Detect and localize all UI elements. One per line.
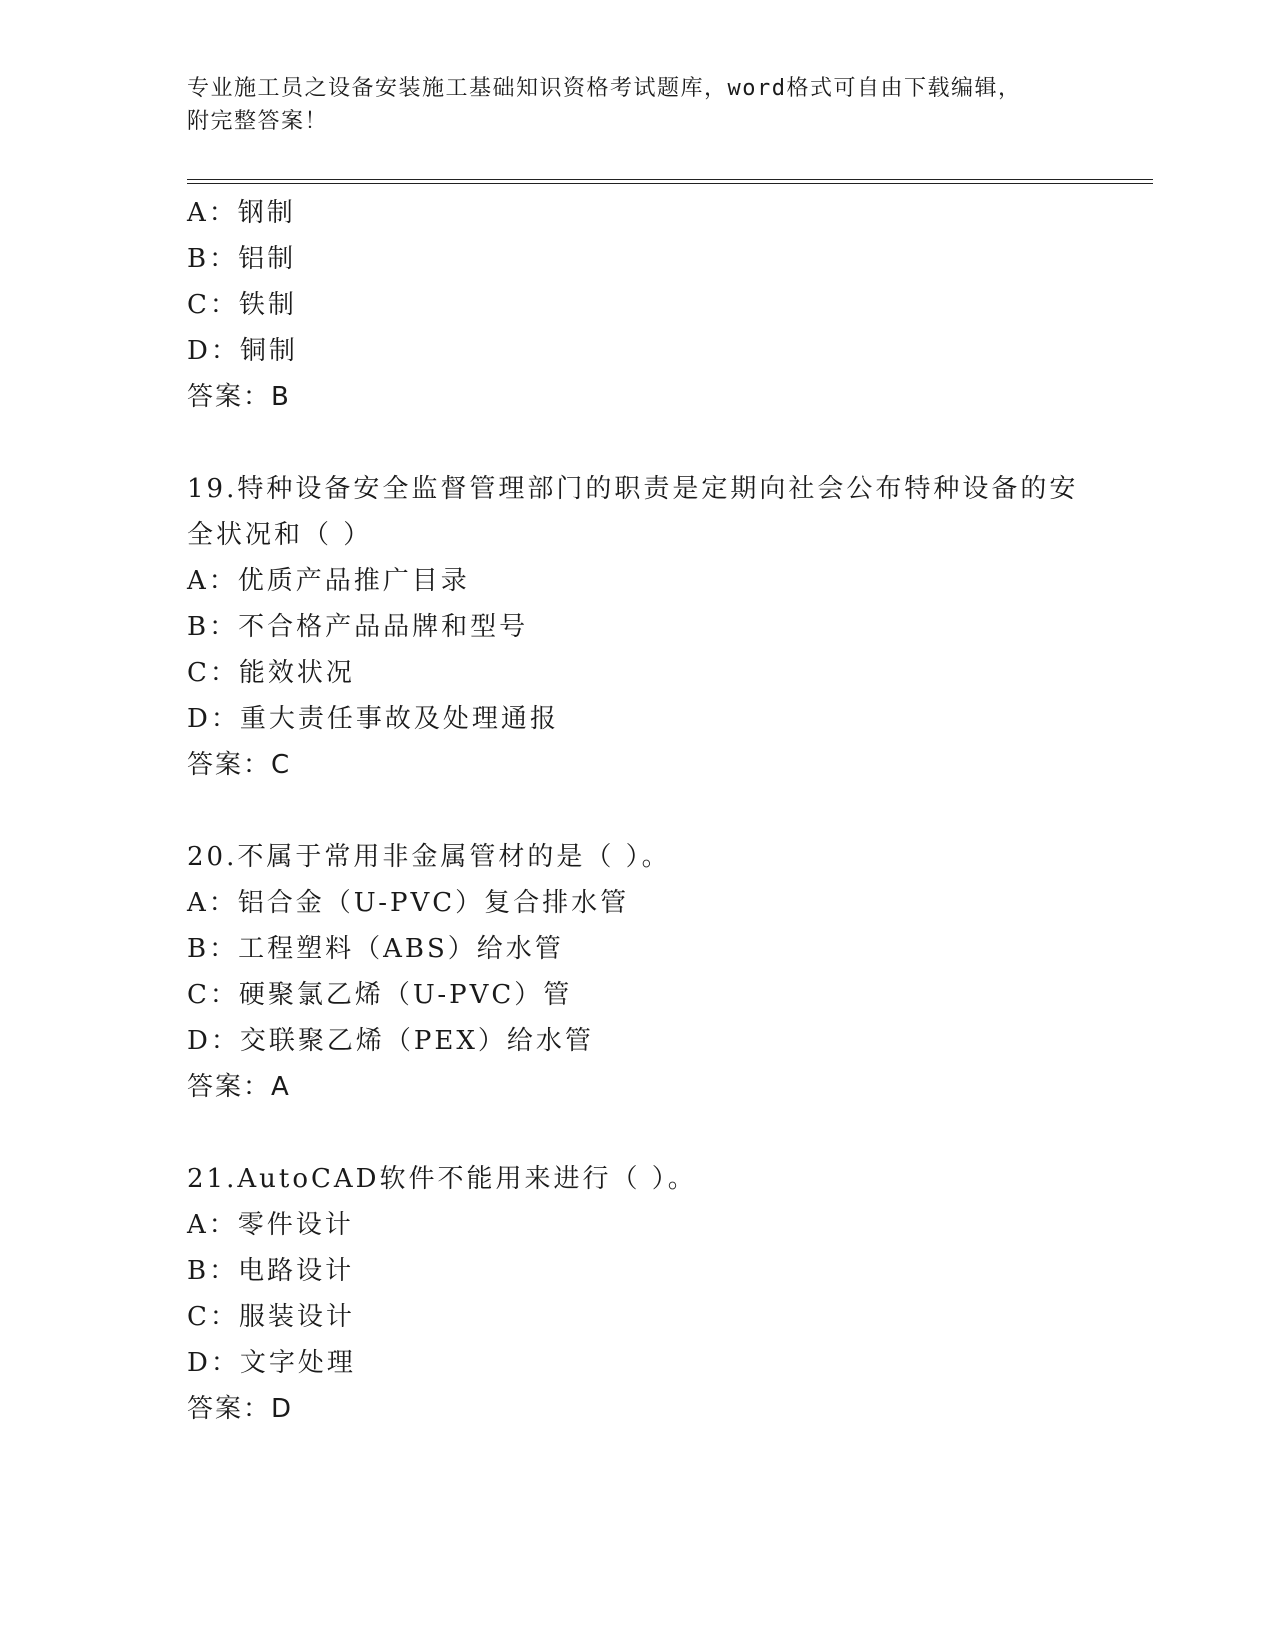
spacer bbox=[187, 420, 1147, 466]
question-list bbox=[187, 190, 1147, 1432]
question-prev bbox=[187, 190, 1147, 420]
option-c: C：硬聚氯乙烯（U-PVC）管 bbox=[187, 980, 573, 1010]
header-line-2: 附完整答案！ bbox=[187, 109, 329, 134]
question-20 bbox=[187, 834, 1147, 1110]
option-a: A：钢制 bbox=[187, 198, 296, 228]
header-line-1: 专业施工员之设备安装施工基础知识资格考试题库，word格式可自由下载编辑， bbox=[187, 76, 1022, 101]
option-c: C：服装设计 bbox=[187, 1302, 355, 1332]
answer: 答案：D bbox=[187, 1394, 294, 1424]
document-header bbox=[187, 72, 1087, 138]
header-rule-top bbox=[187, 179, 1153, 180]
answer: 答案：C bbox=[187, 750, 292, 780]
option-d: D：铜制 bbox=[187, 336, 298, 366]
header-rule-bottom bbox=[187, 183, 1153, 184]
option-b: B：工程塑料（ABS）给水管 bbox=[187, 934, 564, 964]
question-text: 21.AutoCAD软件不能用来进行（ ）。 bbox=[187, 1164, 697, 1194]
spacer bbox=[187, 1110, 1147, 1156]
option-d: D：交联聚乙烯（PEX）给水管 bbox=[187, 1026, 594, 1056]
question-text: 20.不属于常用非金属管材的是（ ）。 bbox=[187, 842, 671, 872]
option-b: B：不合格产品品牌和型号 bbox=[187, 612, 529, 642]
option-c: C：能效状况 bbox=[187, 658, 355, 688]
option-c: C：铁制 bbox=[187, 290, 297, 320]
option-b: B：电路设计 bbox=[187, 1256, 355, 1286]
answer: 答案：B bbox=[187, 382, 291, 412]
option-a: A：零件设计 bbox=[187, 1210, 354, 1240]
question-text-line-2: 全状况和（ ） bbox=[187, 520, 373, 550]
option-d: D：重大责任事故及处理通报 bbox=[187, 704, 559, 734]
option-d: D：文字处理 bbox=[187, 1348, 356, 1378]
answer: 答案：A bbox=[187, 1072, 291, 1102]
question-19 bbox=[187, 466, 1147, 788]
spacer bbox=[187, 788, 1147, 834]
question-text-line-1: 19.特种设备安全监督管理部门的职责是定期向社会公布特种设备的安 bbox=[187, 474, 1079, 504]
option-b: B：铝制 bbox=[187, 244, 297, 274]
question-21 bbox=[187, 1156, 1147, 1432]
option-a: A：优质产品推广目录 bbox=[187, 566, 470, 596]
option-a: A：铝合金（U-PVC）复合排水管 bbox=[187, 888, 630, 918]
